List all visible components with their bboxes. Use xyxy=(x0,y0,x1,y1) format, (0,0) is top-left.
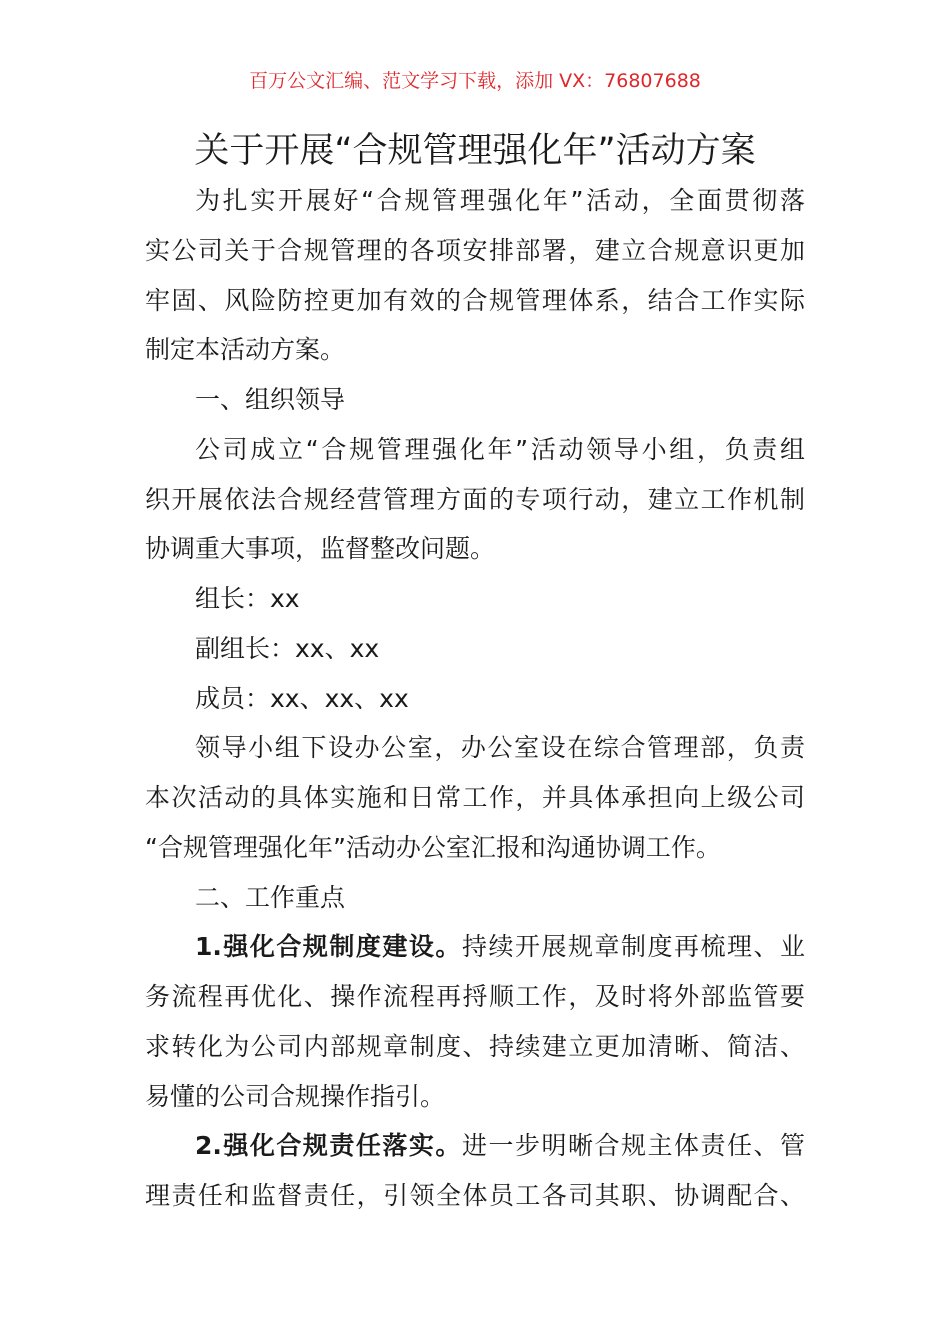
paragraph-line: 易懂的公司合规操作指引。 xyxy=(145,1081,446,1111)
item-text: 持续开展规章制度再梳理、业 xyxy=(461,932,805,962)
item-heading: 1.强化合规制度建设。 xyxy=(195,932,462,962)
paragraph-line: 领导小组下设办公室，办公室设在综合管理部，负责 xyxy=(195,733,805,763)
paragraph-line: 实公司关于合规管理的各项安排部署，建立合规意识更加 xyxy=(145,235,805,265)
paragraph-line: 为扎实开展好“合规管理强化年”活动，全面贯彻落 xyxy=(195,186,805,215)
paragraph-line: 制定本活动方案。 xyxy=(145,335,346,365)
paragraph-line xyxy=(145,1121,805,1171)
paragraph-line: 公司成立“合规管理强化年”活动领导小组，负责组 xyxy=(195,434,805,464)
paragraph-line: 理责任和监督责任，引领全体员工各司其职、协调配合、 xyxy=(145,1181,805,1210)
section-heading: 一、组织领导 xyxy=(195,385,346,414)
paragraph-line: 牢固、风险防控更加有效的合规管理体系，结合工作实际 xyxy=(145,285,805,315)
watermark-header: 百万公文汇编、范文学习下载，添加 VX：76807688 xyxy=(249,70,701,92)
paragraph-line: 协调重大事项，监督整改问题。 xyxy=(145,534,496,564)
item-text: 进一步明晰合规主体责任、管 xyxy=(461,1131,805,1161)
members-line: 成员：xx、xx、xx xyxy=(195,683,409,713)
section-heading: 二、工作重点 xyxy=(195,882,346,912)
leader-line: 组长：xx xyxy=(195,584,300,613)
paragraph-line: “合规管理强化年”活动办公室汇报和沟通协调工作。 xyxy=(145,832,721,862)
document-body xyxy=(145,176,805,1221)
paragraph-line: 求转化为公司内部规章制度、持续建立更加清晰、简洁、 xyxy=(145,1031,805,1061)
deputy-leader-line: 副组长：xx、xx xyxy=(195,633,380,663)
paragraph-line xyxy=(145,922,805,972)
paragraph-line: 务流程再优化、操作流程再捋顺工作，及时将外部监管要 xyxy=(145,982,805,1011)
item-heading: 2.强化合规责任落实。 xyxy=(195,1131,462,1161)
paragraph-line: 本次活动的具体实施和日常工作，并具体承担向上级公司 xyxy=(145,783,805,812)
paragraph-line: 织开展依法合规经营管理方面的专项行动，建立工作机制 xyxy=(145,484,805,514)
document-title: 关于开展“合规管理强化年”活动方案 xyxy=(194,131,756,171)
